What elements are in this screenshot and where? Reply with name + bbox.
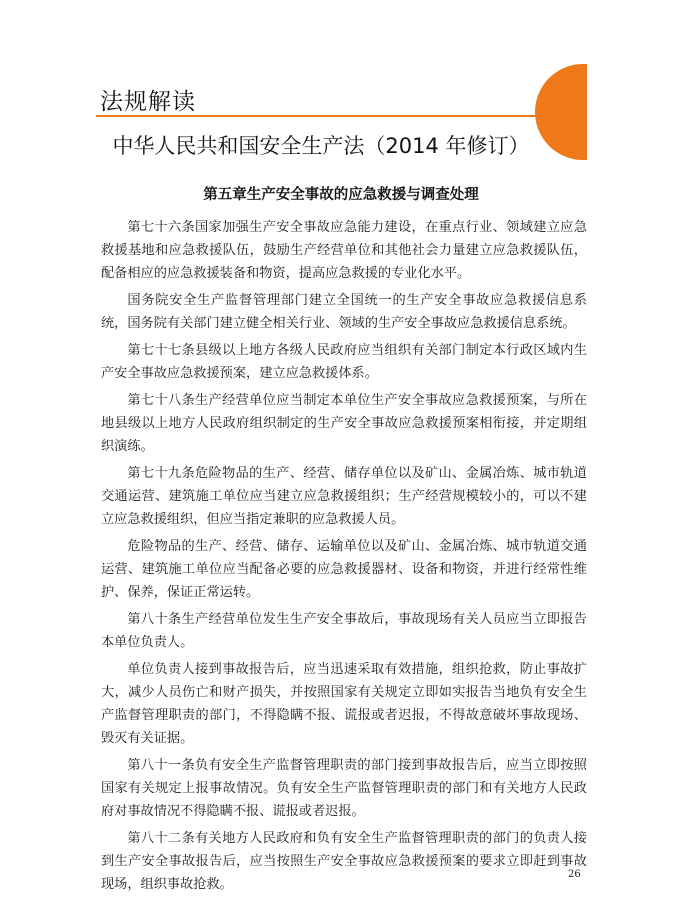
section-label: 法规解读	[100, 89, 196, 115]
paragraph: 第八十一条负有安全生产监督管理职责的部门接到事故报告后，应当立即按照国家有关规定上报事故情况。负有安全生产监督管理职责的部门和有关地方人民政府对事故情况不得隐瞒不报、谎报或者迟报。	[101, 758, 587, 819]
paragraph: 第七十八条生产经营单位应当制定本单位生产安全事故应急救援预案，与所在地县级以上地方人民政府组织制定的生产安全事故应急救援预案相衔接，并定期组织演练。	[101, 393, 587, 454]
header-rule	[96, 115, 546, 117]
paragraph: 危险物品的生产、经营、储存、运输单位以及矿山、金属冶炼、城市轨道交通运营、建筑施工单位应当配备必要的应急救援器材、设备和物资，并进行经常性维护、保养，保证正常运转。	[101, 539, 587, 600]
paragraph: 第八十二条有关地方人民政府和负有安全生产监督管理职责的部门的负责人接到生产安全事故报告后，应当按照生产安全事故应急救援预案的要求立即赶到事故现场，组织事故抢救。	[101, 831, 587, 892]
paragraph: 第七十七条县级以上地方各级人民政府应当组织有关部门制定本行政区域内生产安全事故应急救援预案，建立应急救援体系。	[101, 343, 587, 381]
paragraph: 第七十六条国家加强生产安全事故应急能力建设，在重点行业、领域建立应急救援基地和应急救援队伍，鼓励生产经营单位和其他社会力量建立应急救援队伍，配备相应的应急救援装备和物资，提高应急救援的专业化水平。	[101, 220, 587, 281]
page-number: 26	[568, 869, 581, 880]
paragraph: 第七十九条危险物品的生产、经营、储存单位以及矿山、金属冶炼、城市轨道交通运营、建筑施工单位应当建立应急救援组织；生产经营规模较小的，可以不建立应急救援组织，但应当指定兼职的应急救援人员。	[101, 466, 587, 527]
paragraph: 单位负责人接到事故报告后，应当迅速采取有效措施，组织抢救，防止事故扩大，减少人员伤亡和财产损失，并按照国家有关规定立即如实报告当地负有安全生产监督管理职责的部门，不得隐瞒不报、谎报或者迟报，不得故意破坏事故现场、毁灭有关证据。	[101, 662, 587, 746]
document-body	[101, 216, 587, 900]
paragraph: 国务院安全生产监督管理部门建立全国统一的生产安全事故应急救援信息系统，国务院有关部门建立健全相关行业、领域的生产安全事故应急救援信息系统。	[101, 293, 587, 331]
chapter-title: 第五章生产安全事故的应急救援与调查处理	[203, 187, 479, 203]
paragraph: 第八十条生产经营单位发生生产安全事故后，事故现场有关人员应当立即报告本单位负责人。	[101, 612, 587, 650]
document-title: 中华人民共和国安全生产法（2014 年修订）	[112, 134, 530, 158]
